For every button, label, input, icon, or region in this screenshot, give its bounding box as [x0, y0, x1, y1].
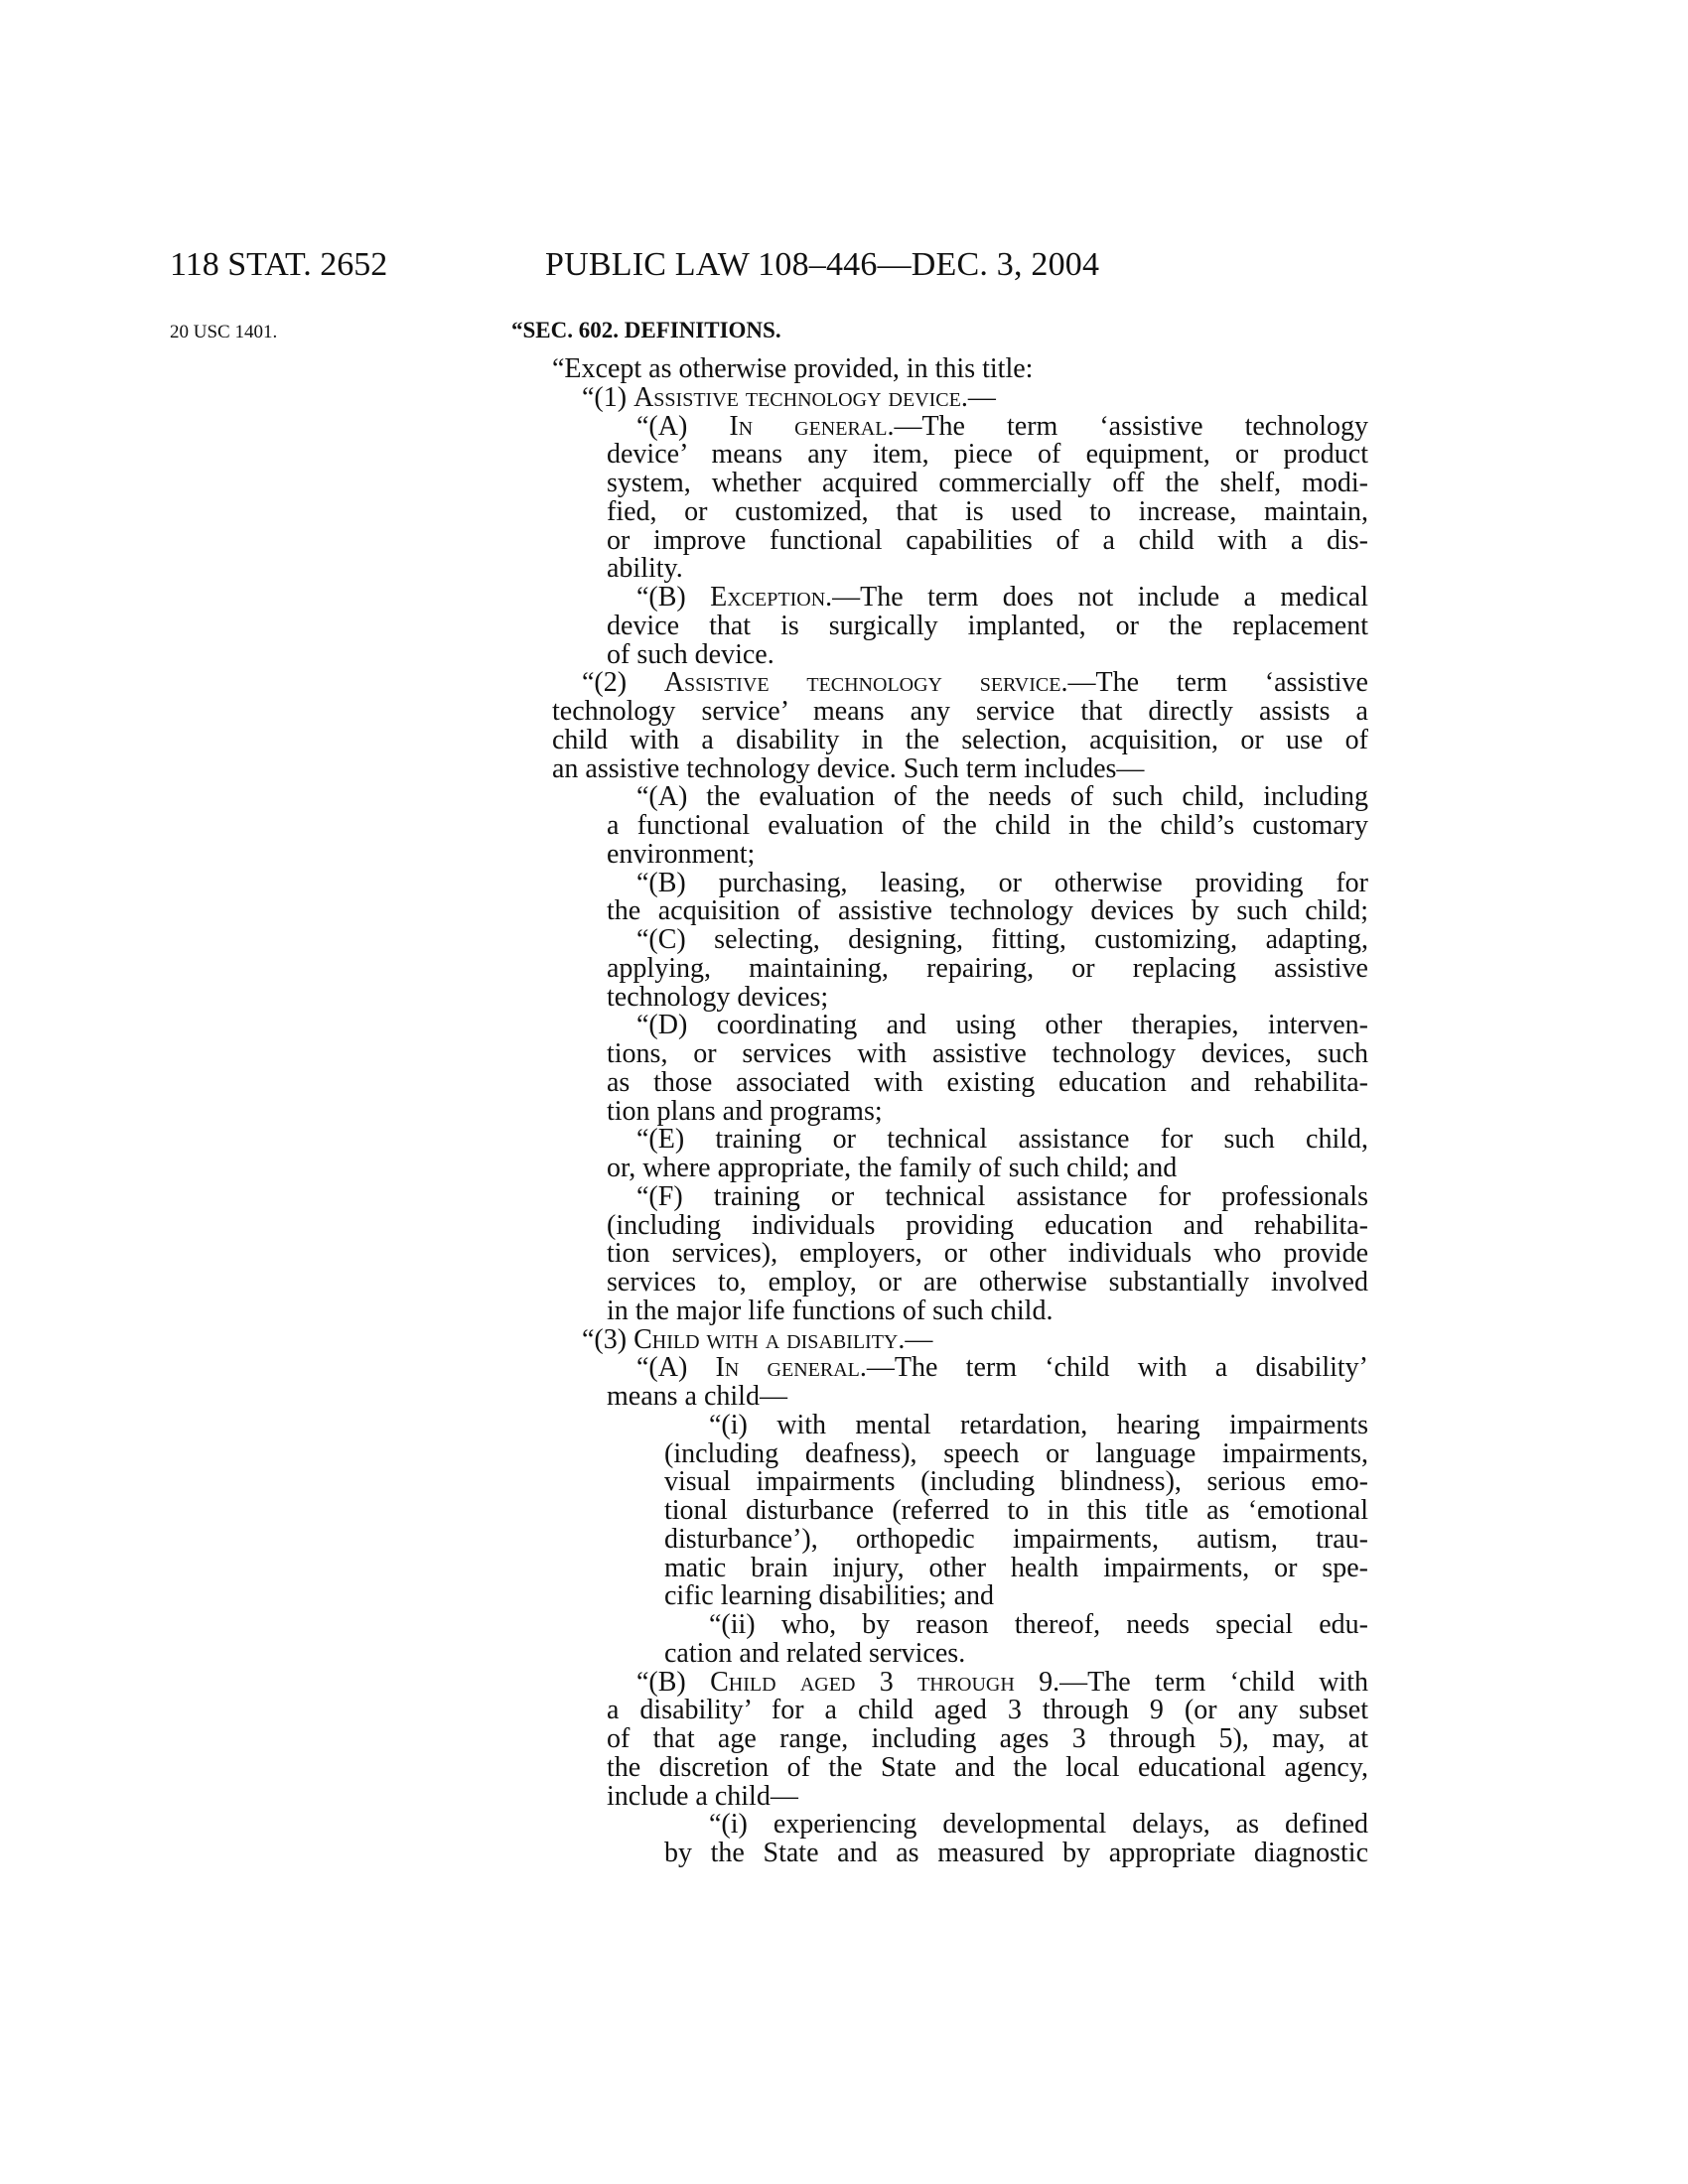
text-line: “(i) with mental retardation, hearing impairments: [709, 1409, 1368, 1440]
text-line: “(C) selecting, designing, fitting, customizing, adapting,: [636, 924, 1368, 955]
text-line: “(3) Child with a disability.—: [582, 1323, 933, 1355]
text-line: in the major life functions of such child.: [607, 1295, 1054, 1326]
text-line: disturbance’), orthopedic impairments, autism, trau-: [664, 1523, 1368, 1555]
text-line: include a child—: [607, 1780, 798, 1812]
text-line: matic brain injury, other health impairments, or spe-: [664, 1552, 1368, 1583]
text-line: by the State and as measured by appropriate diagnostic: [664, 1838, 1368, 1868]
text-line: technology service’ means any service that directly assists a: [552, 696, 1368, 727]
text-line: “(B) purchasing, leasing, or otherwise providing for: [636, 867, 1368, 898]
text-line: device that is surgically implanted, or the replacement: [607, 610, 1368, 641]
statute-text-body: [552, 355, 1368, 1868]
text-line: “(D) coordinating and using other therapies, interven-: [636, 1010, 1368, 1041]
text-line: or improve functional capabilities of a child with a dis-: [607, 524, 1368, 556]
text-line: “(A) In general.—The term ‘child with a disability’: [636, 1352, 1369, 1384]
text-line: “(i) experiencing developmental delays, as defined: [709, 1809, 1368, 1841]
text-line: visual impairments (including blindness), serious emo-: [664, 1466, 1368, 1498]
heading-small-caps: In general: [729, 410, 888, 442]
text-line: the acquisition of assistive technology devices by such child;: [607, 895, 1368, 927]
text-line: an assistive technology device. Such term includes—: [552, 752, 1145, 784]
text-line: device’ means any item, piece of equipment, or product: [607, 439, 1368, 471]
text-line: applying, maintaining, repairing, or replacing assistive: [607, 952, 1368, 984]
text-line: child with a disability in the selection, acquisition, or use of: [552, 724, 1368, 755]
law-title-header: PUBLIC LAW 108–446—DEC. 3, 2004: [545, 246, 1100, 283]
text-line: services to, employ, or are otherwise substantially involved: [607, 1267, 1368, 1297]
text-line: “(F) training or technical assistance for professionals: [636, 1180, 1368, 1212]
text-line: (including individuals providing education and rehabilita-: [607, 1209, 1368, 1241]
text-line: the discretion of the State and the local educational agency,: [607, 1751, 1368, 1783]
text-line: “(2) Assistive technology service.—The term ‘assistive: [582, 667, 1368, 699]
heading-small-caps: Child aged 3 through 9: [710, 1666, 1054, 1698]
text-line: a disability’ for a child aged 3 through 9 (or any subset: [607, 1695, 1368, 1726]
text-line: system, whether acquired commercially off the shelf, modi-: [607, 468, 1368, 498]
text-line: of such device.: [607, 638, 774, 670]
text-line: cific learning disabilities; and: [664, 1580, 995, 1612]
page-reference: 118 STAT. 2652: [170, 246, 388, 283]
text-line: tion services), employers, or other individuals who provide: [607, 1238, 1368, 1270]
text-line: means a child—: [607, 1381, 787, 1412]
text-line: of that age range, including ages 3 through 5), may, at: [607, 1723, 1368, 1754]
text-line: tions, or services with assistive technology devices, such: [607, 1038, 1368, 1069]
heading-small-caps: In general: [715, 1352, 860, 1384]
text-line: “(B) Child aged 3 through 9.—The term ‘child with: [636, 1666, 1368, 1698]
text-line: ability.: [607, 553, 683, 585]
text-line: environment;: [607, 838, 756, 870]
text-line: “Except as otherwise provided, in this title:: [552, 353, 1034, 384]
text-line: “(A) In general.—The term ‘assistive technology: [636, 410, 1369, 442]
margin-citation: 20 USC 1401.: [170, 322, 278, 342]
text-line: (including deafness), speech or language impairments,: [664, 1437, 1368, 1469]
text-line: tional disturbance (referred to in this title as ‘emotional: [664, 1495, 1368, 1526]
heading-small-caps: Assistive technology service: [663, 667, 1061, 699]
text-line: as those associated with existing education and rehabilita-: [607, 1066, 1368, 1098]
text-line: “(1) Assistive technology device.—: [582, 381, 996, 413]
heading-small-caps: Assistive technology device: [633, 381, 961, 413]
text-line: tion plans and programs;: [607, 1095, 883, 1127]
heading-small-caps: Child with a disability: [633, 1323, 899, 1355]
text-line: “(E) training or technical assistance for such child,: [636, 1124, 1368, 1156]
text-line: “(B) Exception.—The term does not include a medical: [636, 582, 1368, 613]
text-line: “(A) the evaluation of the needs of such child, including: [636, 781, 1368, 813]
text-line: a functional evaluation of the child in the child’s customary: [607, 810, 1368, 841]
text-line: fied, or customized, that is used to increase, maintain,: [607, 495, 1368, 527]
text-line: or, where appropriate, the family of such child; and: [607, 1153, 1178, 1183]
text-line: cation and related services.: [664, 1637, 966, 1669]
text-line: “(ii) who, by reason thereof, needs special edu-: [709, 1609, 1368, 1640]
heading-small-caps: Exception: [710, 582, 826, 613]
section-heading: “SEC. 602. DEFINITIONS.: [511, 318, 781, 342]
text-line: technology devices;: [607, 981, 829, 1013]
